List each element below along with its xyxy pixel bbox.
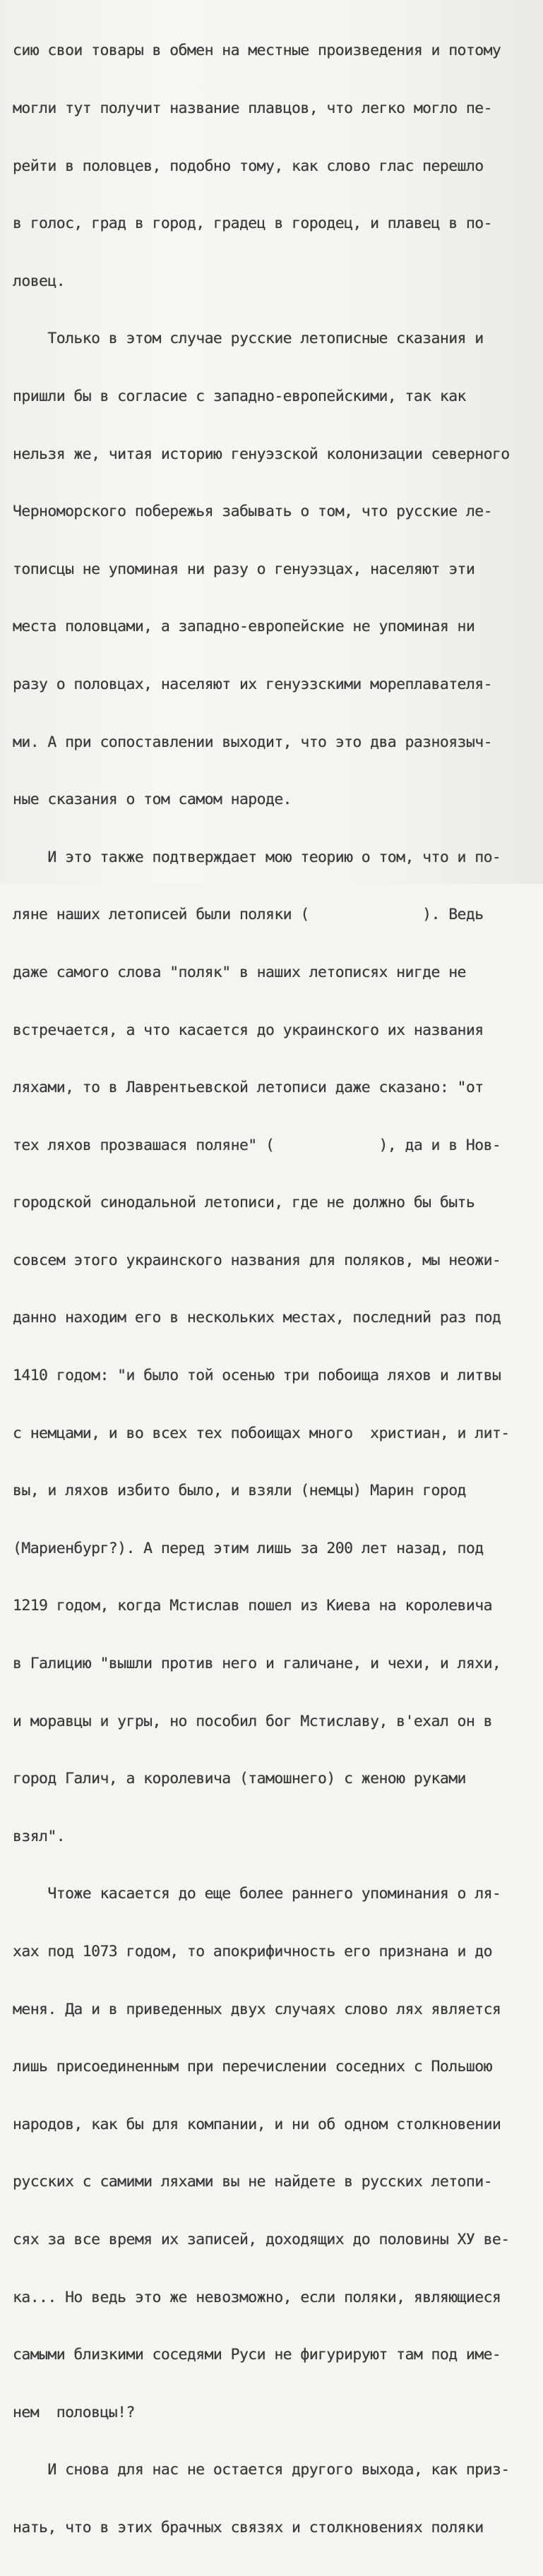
text-line: И это также подтверждает мою теорию о том, что и по- — [13, 848, 501, 866]
text-line: нать, что в этих брачных связях и столкновениях поляки — [13, 2518, 484, 2536]
text-line: места половцами, а западно-европейские не упоминая ни — [13, 618, 475, 636]
text-line: ные сказания о том самом народе. — [13, 791, 292, 809]
text-line: Только в этом случае русские летописные сказания и — [13, 330, 484, 348]
text-line: встречается, а что касается до украинского их названия — [13, 1021, 484, 1039]
text-line: данно находим его в нескольких местах, последний раз под — [13, 1309, 501, 1327]
text-line: сию свои товары в обмен на местные произведения и потому — [13, 42, 501, 60]
text-line: в Галицию "вышли против него и галичане, и чехи, и ляхи, — [13, 1655, 501, 1673]
text-line: и моравцы и угры, но пособил бог Мстиславу, в'ехал он в — [13, 1712, 492, 1730]
document-text — [13, 3, 539, 2576]
text-line: вы, и ляхов избито было, и взяли (немцы) Марин город — [13, 1482, 466, 1500]
text-line: ляне наших летописей были поляки ( ). Ведь — [13, 906, 484, 924]
text-line: хах под 1073 годом, то апокрифичность его признана и до — [13, 1943, 492, 1960]
text-line: тописцы не упоминая ни разу о генуэзцах, населяют эти — [13, 560, 475, 578]
text-line: самыми близкими соседями Руси не фигурируют там под име- — [13, 2346, 501, 2364]
text-line: Чтоже касается до еще более раннего упоминания о ля- — [13, 1885, 501, 1903]
text-line: с немцами, и во всех тех побоищах много христиан, и лит- — [13, 1424, 510, 1442]
text-line: (Мариенбург?). А перед этим лишь за 200 лет назад, под — [13, 1539, 484, 1557]
text-line: И снова для нас не остается другого выхода, как приз- — [13, 2461, 510, 2479]
text-line: Черноморского побережья забывать о том, что русские ле- — [13, 503, 492, 521]
text-line: город Галич, а королевича (тамошнего) с женою руками — [13, 1770, 466, 1788]
text-line: совсем этого украинского названия для поляков, мы неожи- — [13, 1251, 501, 1269]
text-line: 1410 годом: "и было той осенью три побоища ляхов и литвы — [13, 1367, 501, 1385]
text-line: тех ляхов прозвашася поляне" ( ), да и в Нов- — [13, 1136, 501, 1154]
text-line: лишь присоединенным при перечислении соседних с Польшою — [13, 2058, 492, 2076]
text-line: ми. А при сопоставлении выходит, что это два разноязыч- — [13, 733, 492, 751]
text-line: городской синодальной летописи, где не должно бы быть — [13, 1194, 475, 1212]
text-line: взял". — [13, 1827, 66, 1845]
text-line: ляхами, то в Лаврентьевской летописи даже сказано: "от — [13, 1079, 484, 1097]
text-line: сях за все время их записей, доходящих до половины ХУ ве- — [13, 2230, 510, 2248]
text-line: ловец. — [13, 272, 66, 290]
text-line: нельзя же, читая историю генуэзской колонизации северного — [13, 445, 510, 463]
text-line: меня. Да и в приведенных двух случаях слово лях является — [13, 2000, 501, 2018]
text-line: нем половцы!? — [13, 2403, 135, 2421]
text-line: народов, как бы для компании, и ни об одном столкновении — [13, 2115, 501, 2133]
text-line: 1219 годом, когда Мстислав пошел из Киева на королевича — [13, 1597, 492, 1615]
text-line: даже самого слова "поляк" в наших летописях нигде не — [13, 963, 466, 981]
text-line: могли тут получит название плавцов, что легко могло пе- — [13, 100, 492, 117]
text-line: рейти в половцев, подобно тому, как слово глас перешло — [13, 157, 484, 175]
text-line: разу о половцах, населяют их генуэзскими мореплавателя- — [13, 675, 492, 693]
text-line: в голос, град в город, градец в городец, и плавец в по- — [13, 215, 492, 233]
text-line: ка... Но ведь это же невозможно, если поляки, являющиеся — [13, 2288, 501, 2306]
text-line: русских с самими ляхами вы не найдете в русских летопи- — [13, 2173, 492, 2191]
text-line: пришли бы в согласие с западно-европейскими, так как — [13, 387, 466, 405]
